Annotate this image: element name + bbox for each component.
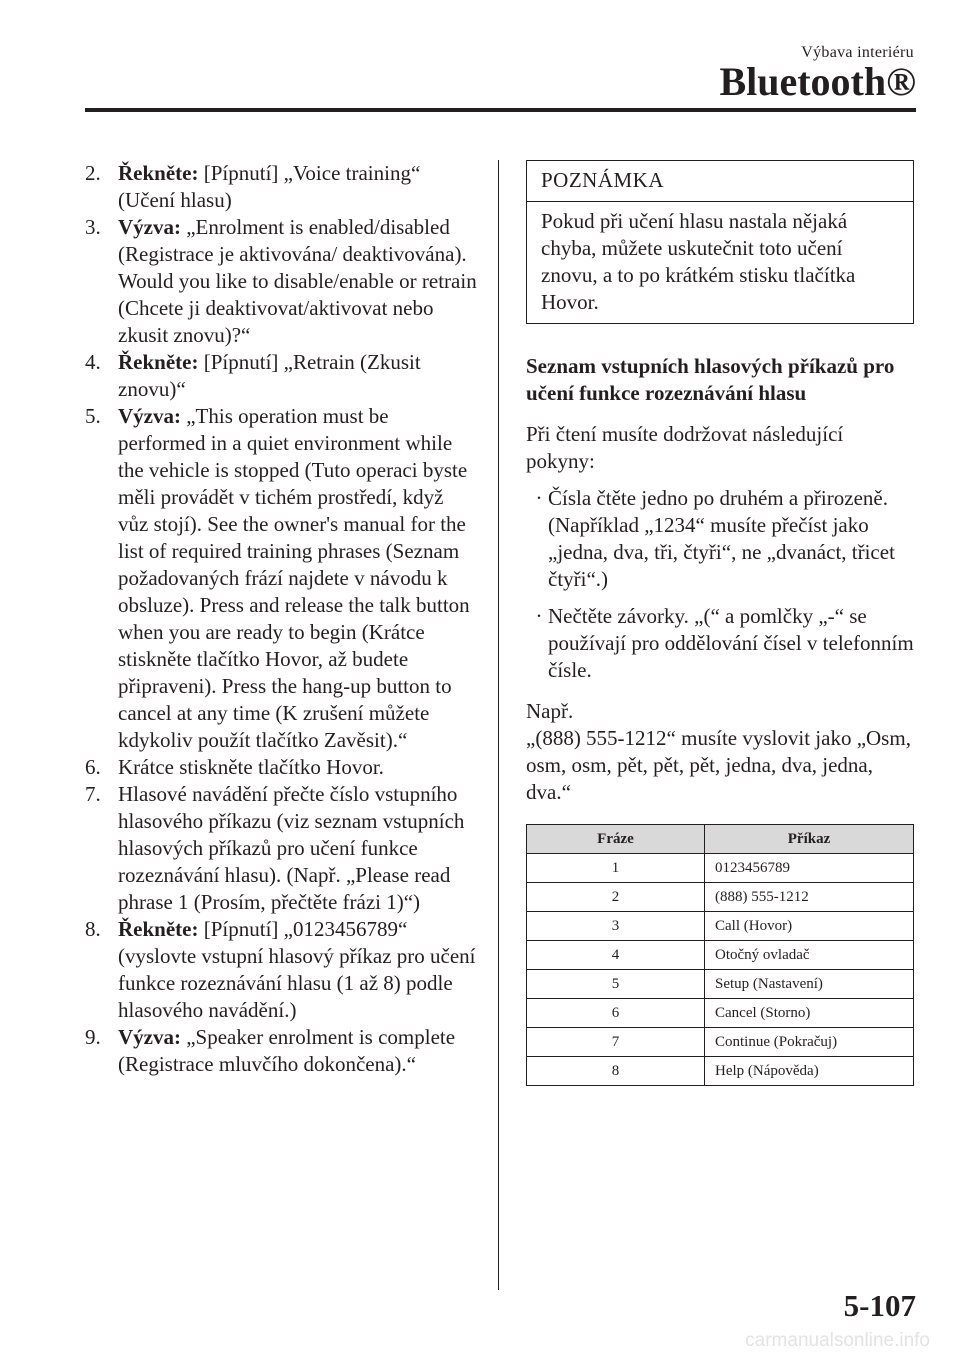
intro-paragraph: Při čtení musíte dodržovat následující pokyny: — [526, 422, 844, 473]
command-text: Setup (Nastavení) — [705, 970, 914, 999]
phrase-number: 6 — [527, 999, 705, 1028]
step-number: 2. — [85, 161, 101, 185]
command-text: (888) 555-1212 — [705, 883, 914, 912]
step-number: 4. — [85, 350, 101, 374]
phrase-number: 1 — [527, 854, 705, 883]
step-number: 6. — [85, 755, 101, 779]
command-text: Help (Nápověda) — [705, 1057, 914, 1086]
table-row — [527, 1028, 914, 1057]
step-item — [85, 1024, 477, 1078]
step-item — [85, 349, 477, 403]
steps-column — [85, 160, 477, 1078]
note-title: POZNÁMKA — [527, 161, 913, 202]
table-row — [527, 999, 914, 1028]
step-label: Výzva: — [118, 215, 181, 239]
example-label: Např. — [526, 699, 574, 723]
step-number: 9. — [85, 1025, 101, 1049]
phrase-number: 2 — [527, 883, 705, 912]
step-text: [Pípnutí] „Voice training“ (Učení hlasu) — [118, 161, 421, 212]
table-row — [527, 941, 914, 970]
step-label: Výzva: — [118, 404, 181, 428]
phrase-number: 7 — [527, 1028, 705, 1057]
page-title: Bluetooth® — [719, 59, 916, 104]
step-text: Krátce stiskněte tlačítko Hovor. — [118, 755, 384, 779]
note-box — [526, 160, 914, 324]
phrase-number: 8 — [527, 1057, 705, 1086]
step-item — [85, 214, 477, 349]
step-item — [85, 916, 477, 1024]
bullet-item — [526, 603, 914, 684]
step-text: Hlasové navádění přečte číslo vstupního hlasového příkazu (viz seznam vstupních hlasových příkazů pro učení funkce rozeznávání hlasu). (Např. „Please read phrase 1 (Prosím, přečtěte frázi 1)“) — [118, 782, 465, 914]
step-item — [85, 754, 477, 781]
command-text: Cancel (Storno) — [705, 999, 914, 1028]
table-row — [527, 912, 914, 941]
step-text: „Enrolment is enabled/disabled (Registrace je aktivována/ deaktivována). Would you like to disable/enable or retrain (Chcete ji deaktivovat/aktivovat nebo zkusit znovu)?“ — [118, 215, 477, 347]
column-header: Příkaz — [705, 825, 914, 854]
step-text: „Speaker enrolment is complete (Registrace mluvčího dokončena).“ — [118, 1025, 456, 1076]
bullet-dot-icon: · — [535, 604, 543, 628]
right-column — [526, 160, 914, 1086]
bullet-item — [526, 485, 914, 593]
page-number: 5-107 — [843, 1288, 916, 1323]
bullet-text: Nečtěte závorky. „(“ a pomlčky „-“ se používají pro oddělování čísel v telefonním čísle. — [548, 604, 914, 682]
phrase-number: 5 — [527, 970, 705, 999]
example-text: „(888) 555-1212“ musíte vyslovit jako „Osm, osm, osm, pět, pět, pět, jedna, dva, jedna, dva.“ — [526, 726, 911, 804]
note-text: Pokud při učení hlasu nastala nějaká chyba, můžete uskutečnit toto učení znovu, a to po krátkém stisku tlačítka Hovor. — [541, 209, 856, 314]
table-header-row — [527, 825, 914, 854]
command-text: Continue (Pokračuj) — [705, 1028, 914, 1057]
step-text: [Pípnutí] „Retrain (Zkusit znovu)“ — [118, 350, 421, 401]
bullet-dot-icon: · — [535, 486, 543, 510]
step-text: „This operation must be performed in a quiet environment while the vehicle is stopped (Tuto operaci byste měli provádět v tichém prostředí, když vůz stojí). See the owner's manual for the list of required training phrases (Seznam požadovaných frází najdete v návodu k obsluze). Press and release the talk button when you are ready to begin (Krátce stiskněte tlačítko Hovor, až budete připraveni). Press the hang-up button to cancel at any time (K zrušení můžete kdykoliv použít tlačítko Zavěsit).“ — [118, 404, 470, 752]
watermark: carmanualsonline.info — [745, 1330, 930, 1351]
section-heading: Seznam vstupních hlasových příkazů pro učení funkce rozeznávání hlasu — [526, 354, 895, 405]
step-label: Řekněte: — [118, 917, 199, 941]
phrase-table — [526, 824, 914, 1086]
step-number: 8. — [85, 917, 101, 941]
phrase-number: 3 — [527, 912, 705, 941]
command-text: Call (Hovor) — [705, 912, 914, 941]
step-number: 7. — [85, 782, 101, 806]
table-row — [527, 1057, 914, 1086]
example-block — [526, 698, 914, 806]
step-label: Řekněte: — [118, 350, 199, 374]
step-number: 3. — [85, 215, 101, 239]
step-label: Výzva: — [118, 1025, 181, 1049]
phrase-number: 4 — [527, 941, 705, 970]
step-number: 5. — [85, 404, 101, 428]
column-divider — [498, 160, 499, 1290]
step-item — [85, 160, 477, 214]
column-header: Fráze — [527, 825, 705, 854]
section-name: Výbava interiéru — [801, 44, 914, 61]
step-label: Řekněte: — [118, 161, 199, 185]
command-text: 0123456789 — [705, 854, 914, 883]
command-text: Otočný ovladač — [705, 941, 914, 970]
table-row — [527, 854, 914, 883]
bullet-text: Čísla čtěte jedno po druhém a přirozeně. (Například „1234“ musíte přečíst jako „jedna, dva, tři, čtyři“, ne „dvanáct, třicet čtyři“.) — [548, 486, 895, 591]
step-text: [Pípnutí] „0123456789“ (vyslovte vstupní hlasový příkaz pro učení funkce rozeznávání hlasu (1 až 8) podle hlasového navádění.) — [118, 917, 476, 1022]
header-rule — [85, 108, 916, 112]
step-item — [85, 403, 477, 754]
step-item — [85, 781, 477, 916]
table-row — [527, 970, 914, 999]
table-row — [527, 883, 914, 912]
